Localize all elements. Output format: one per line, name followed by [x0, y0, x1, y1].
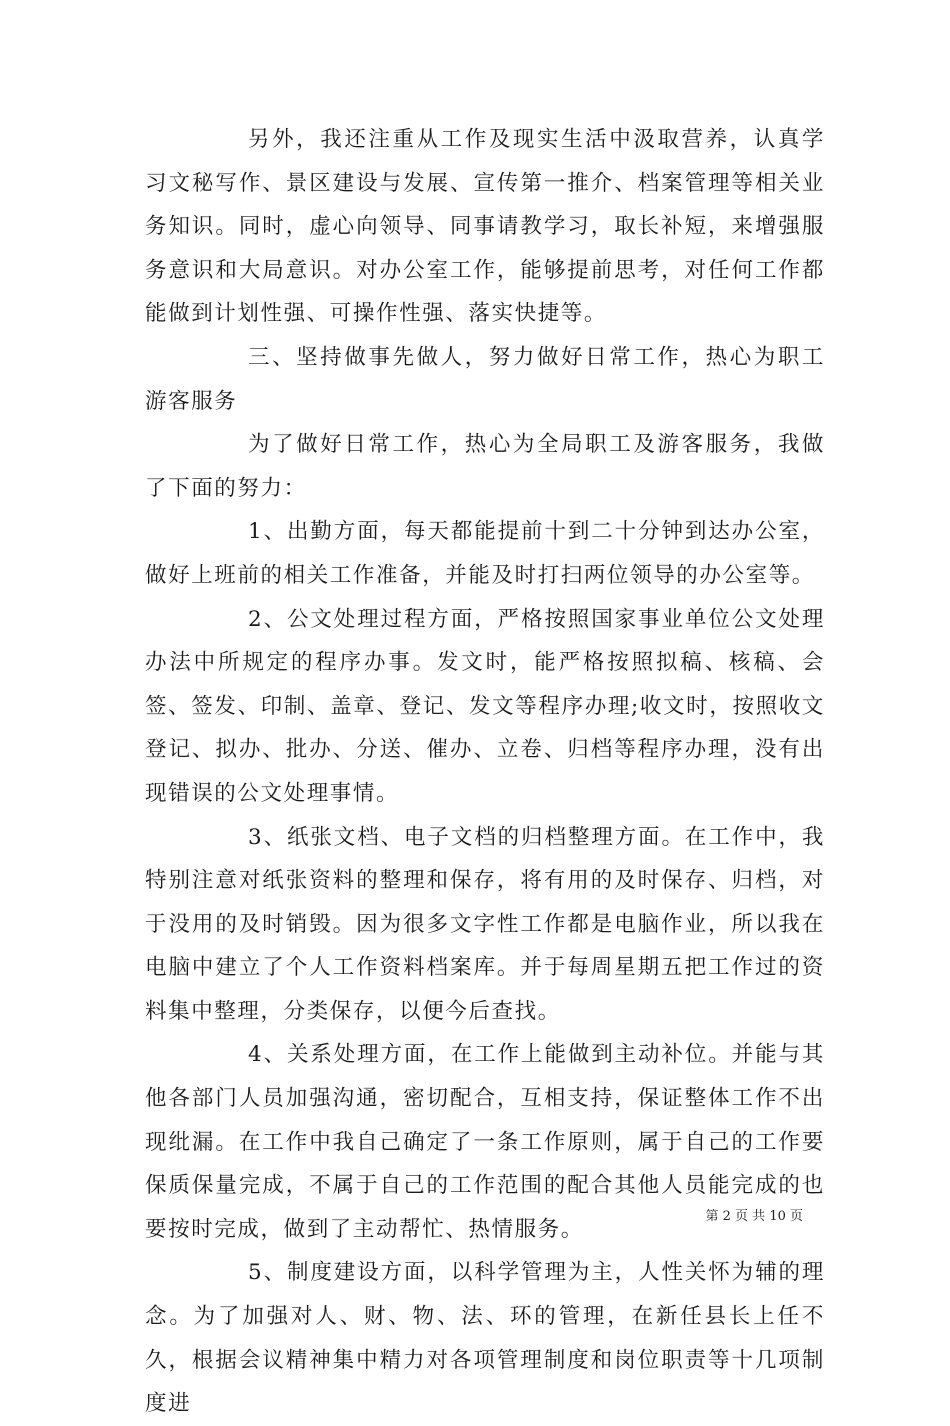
- paragraph-system-building: 5、制度建设方面，以科学管理为主，人性关怀为辅的理念。为了加强对人、财、物、法、环的管理，在新任县长上任不久，根据会议精神集中精力对各项管理制度和岗位职责等十几项制度进: [145, 1260, 825, 1417]
- document-body: [145, 118, 825, 1426]
- paragraph-relationships: 4、关系处理方面，在工作上能做到主动补位。并能与其他各部门人员加强沟通，密切配合，互相支持，保证整体工作不出现纰漏。在工作中我自己确定了一条工作原则，属于自己的工作要保质保量完成，不属于自己的工作范围的配合其他人员能完成的也要按时完成，做到了主动帮忙、热情服务。: [145, 1042, 825, 1242]
- section-heading-three: 三、坚持做事先做人，努力做好日常工作，热心为职工游客服务: [145, 344, 825, 414]
- paragraph-attendance: 1、出勤方面，每天都能提前十到二十分钟到达办公室，做好上班前的相关工作准备，并能及时打扫两位领导的办公室等。: [145, 519, 825, 588]
- paragraph-document-processing: 2、公文处理过程方面，严格按照国家事业单位公文处理办法中所规定的程序办事。发文时，能严格按照拟稿、核稿、会签、签发、印制、盖章、登记、发文等程序办理;收文时，按照收文登记、拟办、批办、分送、催办、立卷、归档等程序办理，没有出现错误的公文处理事情。: [145, 606, 825, 806]
- paragraph-archiving: 3、纸张文档、电子文档的归档整理方面。在工作中，我特别注意对纸张资料的整理和保存，将有用的及时保存、归档，对于没用的及时销毁。因为很多文字性工作都是电脑作业，所以我在电脑中建立了个人工作资料档案库。并于每周星期五把工作过的资料集中整理，分类保存，以便今后查找。: [145, 824, 825, 1024]
- paragraph-intro-efforts: 为了做好日常工作，热心为全局职工及游客服务，我做了下面的努力：: [145, 432, 825, 501]
- page-number-footer: 第 2 页 共 10 页: [705, 1209, 803, 1224]
- paragraph-learning: 另外，我还注重从工作及现实生活中汲取营养，认真学习文秘写作、景区建设与发展、宣传第一推介、档案管理等相关业务知识。同时，虚心向领导、同事请教学习，取长补短，来增强服务意识和大局意识。对办公室工作，能够提前思考，对任何工作都能做到计划性强、可操作性强、落实快捷等。: [145, 127, 825, 327]
